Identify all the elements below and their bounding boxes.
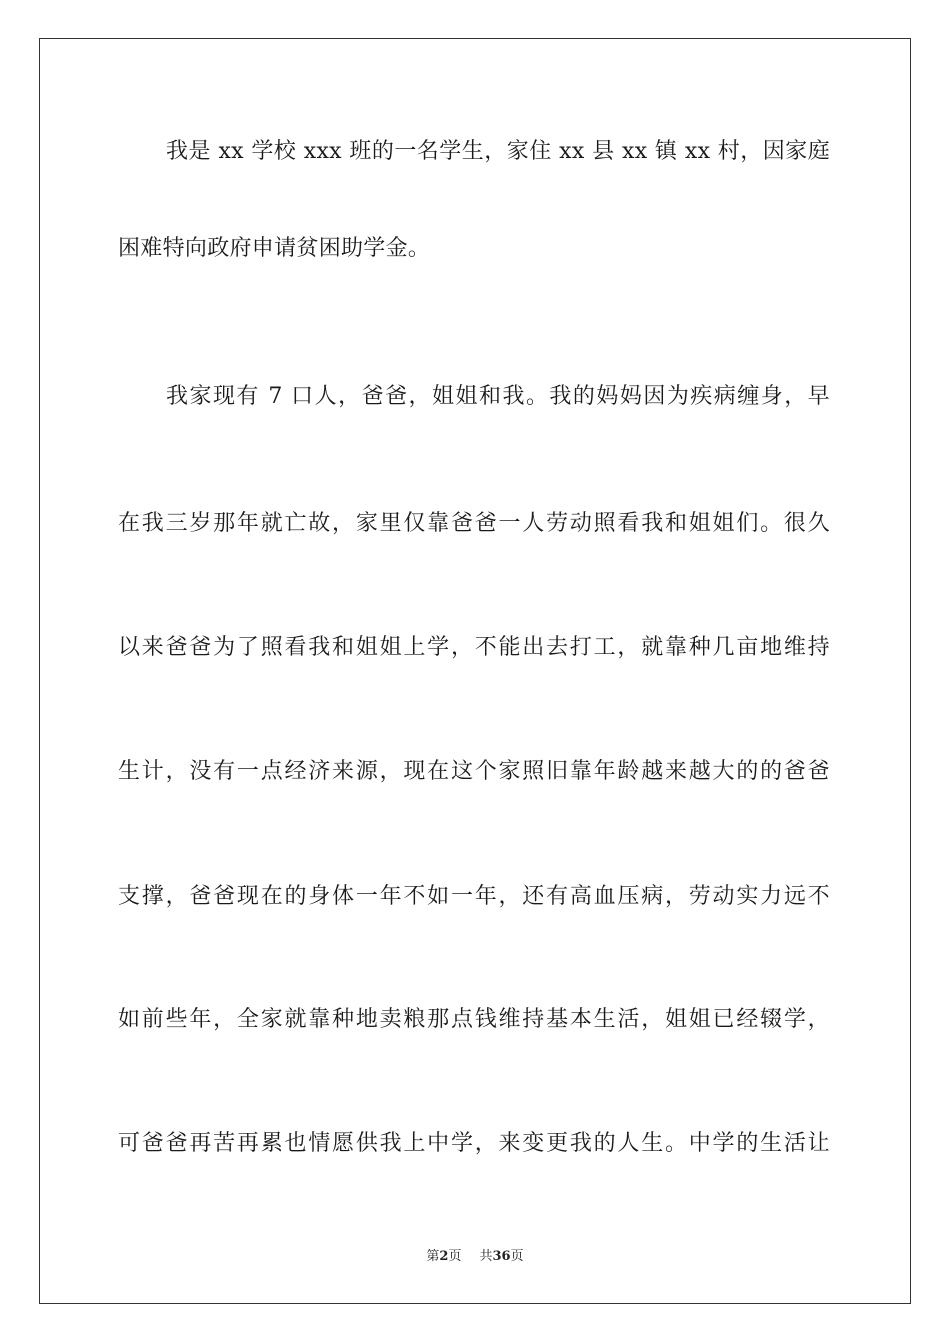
page-footer [0,1248,950,1266]
footer-page-prefix: 第 [426,1249,440,1264]
paragraph-2-line-4: 生计，没有一点经济来源，现在这个家照旧靠年龄越来越大的的爸爸 [118,759,830,784]
paragraph-2-line-6: 如前些年，全家就靠种地卖粮那点钱维持基本生活，姐姐已经辍学， [118,1007,830,1032]
footer-total-prefix: 共 [479,1249,493,1264]
footer-total-suffix: 页 [510,1249,524,1264]
footer-page-current: 2 [439,1249,449,1264]
paragraph-2-line-2: 在我三岁那年就亡故，家里仅靠爸爸一人劳动照看我和姐姐们。很久 [118,511,830,536]
paragraph-1-line-1: 我是 xx 学校 xxx 班的一名学生，家住 xx 县 xx 镇 xx 村，因家庭 [166,139,830,164]
paragraph-1-line-2: 困难特向政府申请贫困助学金。 [118,236,431,261]
paragraph-2-line-5: 支撑，爸爸现在的身体一年不如一年，还有高血压病，劳动实力远不 [118,884,830,909]
paragraph-2-line-1: 我家现有 7 口人，爸爸，姐姐和我。我的妈妈因为疾病缠身，早 [166,384,830,409]
footer-page-total: 36 [492,1249,511,1264]
paragraph-2-line-7: 可爸爸再苦再累也情愿供我上中学，来变更我的人生。中学的生活让 [118,1131,830,1156]
paragraph-2-line-3: 以来爸爸为了照看我和姐姐上学，不能出去打工，就靠种几亩地维持 [118,635,830,660]
footer-page-suffix: 页 [448,1249,462,1264]
page-border [39,38,911,1304]
